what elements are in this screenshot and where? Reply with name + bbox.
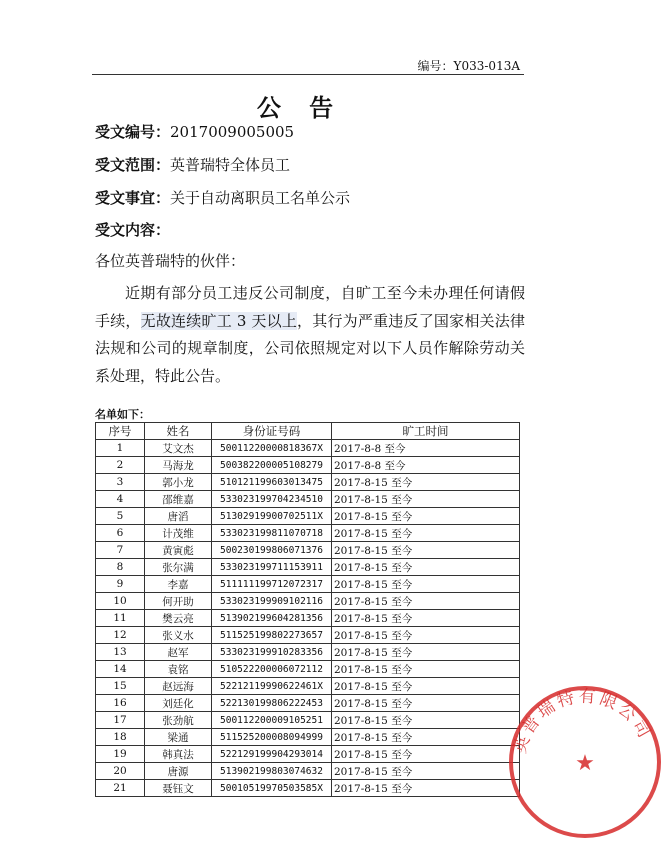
list-title: 名单如下： xyxy=(95,408,150,421)
field-label: 受文事宜： xyxy=(95,189,171,207)
cell-absence: 2017-8-15 至今 xyxy=(332,525,520,542)
cell-no: 5 xyxy=(96,508,145,525)
cell-name: 何开助 xyxy=(145,593,212,610)
cell-id: 500382200005108279 xyxy=(212,457,332,474)
cell-name: 艾文杰 xyxy=(145,440,212,457)
cell-id: 510121199603013475 xyxy=(212,474,332,491)
cell-name: 计茂维 xyxy=(145,525,212,542)
document-number: 编号：Y033-013A xyxy=(417,59,520,73)
cell-name: 张尔满 xyxy=(145,559,212,576)
table-row xyxy=(96,542,520,559)
field-value: 2017009005005 xyxy=(170,123,295,141)
cell-id: 522129199904293014 xyxy=(212,746,332,763)
cell-absence: 2017-8-15 至今 xyxy=(332,610,520,627)
greeting: 各位英普瑞特的伙伴： xyxy=(95,252,246,270)
table-row xyxy=(96,627,520,644)
table-row xyxy=(96,559,520,576)
cell-no: 3 xyxy=(96,474,145,491)
cell-no: 10 xyxy=(96,593,145,610)
cell-absence: 2017-8-15 至今 xyxy=(332,559,520,576)
cell-name: 郭小龙 xyxy=(145,474,212,491)
notice-paragraph xyxy=(95,280,525,390)
cell-absence: 2017-8-15 至今 xyxy=(332,644,520,661)
cell-no: 16 xyxy=(96,695,145,712)
cell-id: 533023199711153911 xyxy=(212,559,332,576)
cell-absence: 2017-8-15 至今 xyxy=(332,474,520,491)
table-row xyxy=(96,780,520,797)
notice-title: 公 告 xyxy=(256,94,344,122)
cell-id: 533023199910283356 xyxy=(212,644,332,661)
cell-id: 50011220000818367X xyxy=(212,440,332,457)
cell-name: 聂钰文 xyxy=(145,780,212,797)
cell-id: 511525199802273657 xyxy=(212,627,332,644)
cell-no: 11 xyxy=(96,610,145,627)
cell-id: 52212119990622461X xyxy=(212,678,332,695)
cell-no: 4 xyxy=(96,491,145,508)
cell-no: 9 xyxy=(96,576,145,593)
cell-absence: 2017-8-15 至今 xyxy=(332,627,520,644)
cell-absence: 2017-8-15 至今 xyxy=(332,780,520,797)
cell-id: 50010519970503585X xyxy=(212,780,332,797)
table-row xyxy=(96,644,520,661)
cell-name: 唐滔 xyxy=(145,508,212,525)
cell-name: 赵远海 xyxy=(145,678,212,695)
header-id: 身份证号码 xyxy=(212,423,332,440)
header-rule xyxy=(92,74,524,75)
field-label: 受文内容： xyxy=(95,221,171,239)
employee-table xyxy=(95,422,520,797)
field-label: 受文范围： xyxy=(95,156,171,174)
table-row xyxy=(96,729,520,746)
cell-absence: 2017-8-15 至今 xyxy=(332,576,520,593)
table-row xyxy=(96,525,520,542)
company-seal-icon xyxy=(505,682,665,842)
table-row xyxy=(96,593,520,610)
table-row xyxy=(96,508,520,525)
para-highlight: 无故连续旷工 3 天以上 xyxy=(140,311,298,330)
field-label: 受文编号： xyxy=(95,123,171,141)
header-absence: 旷工时间 xyxy=(332,423,520,440)
cell-no: 15 xyxy=(96,678,145,695)
cell-name: 张义水 xyxy=(145,627,212,644)
cell-id: 522130199806222453 xyxy=(212,695,332,712)
cell-no: 13 xyxy=(96,644,145,661)
cell-absence: 2017-8-15 至今 xyxy=(332,763,520,780)
table-row xyxy=(96,576,520,593)
cell-absence: 2017-8-15 至今 xyxy=(332,695,520,712)
table-row xyxy=(96,712,520,729)
cell-no: 17 xyxy=(96,712,145,729)
cell-id: 513902199604281356 xyxy=(212,610,332,627)
cell-absence: 2017-8-15 至今 xyxy=(332,746,520,763)
field-subject xyxy=(95,188,350,208)
cell-no: 2 xyxy=(96,457,145,474)
table-row xyxy=(96,763,520,780)
cell-no: 1 xyxy=(96,440,145,457)
cell-absence: 2017-8-15 至今 xyxy=(332,661,520,678)
cell-name: 李嘉 xyxy=(145,576,212,593)
table-header-row xyxy=(96,423,520,440)
cell-no: 12 xyxy=(96,627,145,644)
field-scope xyxy=(95,155,290,175)
cell-id: 533023199811070718 xyxy=(212,525,332,542)
table-row xyxy=(96,661,520,678)
field-value: 英普瑞特全体员工 xyxy=(170,156,291,174)
table-row xyxy=(96,474,520,491)
cell-no: 8 xyxy=(96,559,145,576)
header-no: 序号 xyxy=(96,423,145,440)
cell-name: 黄寅彪 xyxy=(145,542,212,559)
cell-absence: 2017-8-15 至今 xyxy=(332,712,520,729)
cell-id: 513902199803074632 xyxy=(212,763,332,780)
cell-absence: 2017-8-15 至今 xyxy=(332,508,520,525)
cell-absence: 2017-8-15 至今 xyxy=(332,678,520,695)
para-text: 近期有部分员工违反公司制度，自旷工至今未办理任何请假手续， xyxy=(95,284,525,330)
cell-absence: 2017-8-8 至今 xyxy=(332,440,520,457)
cell-no: 20 xyxy=(96,763,145,780)
cell-id: 533023199909102116 xyxy=(212,593,332,610)
cell-name: 邵维嘉 xyxy=(145,491,212,508)
cell-id: 511111199712072317 xyxy=(212,576,332,593)
svg-text:★: ★ xyxy=(575,751,595,776)
table-row xyxy=(96,610,520,627)
cell-name: 唐源 xyxy=(145,763,212,780)
cell-name: 韩真法 xyxy=(145,746,212,763)
cell-absence: 2017-8-15 至今 xyxy=(332,491,520,508)
cell-absence: 2017-8-15 至今 xyxy=(332,729,520,746)
cell-name: 梁通 xyxy=(145,729,212,746)
cell-no: 14 xyxy=(96,661,145,678)
cell-no: 7 xyxy=(96,542,145,559)
cell-name: 刘廷化 xyxy=(145,695,212,712)
table-row xyxy=(96,440,520,457)
cell-id: 500230199806071376 xyxy=(212,542,332,559)
svg-text:英普瑞特有限公司: 英普瑞特有限公司 xyxy=(510,686,656,756)
cell-absence: 2017-8-15 至今 xyxy=(332,542,520,559)
cell-name: 樊云亮 xyxy=(145,610,212,627)
cell-name: 赵军 xyxy=(145,644,212,661)
cell-name: 马海龙 xyxy=(145,457,212,474)
cell-no: 21 xyxy=(96,780,145,797)
cell-name: 张劲航 xyxy=(145,712,212,729)
cell-name: 袁铭 xyxy=(145,661,212,678)
table-row xyxy=(96,457,520,474)
cell-id: 51302919900702511X xyxy=(212,508,332,525)
field-value: 关于自动离职员工名单公示 xyxy=(170,189,351,207)
cell-no: 18 xyxy=(96,729,145,746)
header-name: 姓名 xyxy=(145,423,212,440)
cell-id: 500112200009105251 xyxy=(212,712,332,729)
cell-absence: 2017-8-8 至今 xyxy=(332,457,520,474)
table-row xyxy=(96,695,520,712)
table-row xyxy=(96,678,520,695)
cell-id: 511525200008094999 xyxy=(212,729,332,746)
table-row xyxy=(96,491,520,508)
field-content xyxy=(95,220,170,240)
cell-absence: 2017-8-15 至今 xyxy=(332,593,520,610)
cell-id: 533023199704234510 xyxy=(212,491,332,508)
para-text: ，其行为严重违反了国家相关法律法规和公司的规章制度，公司依照规定对以下人员作解除劳动关系处理，特此公告。 xyxy=(95,311,525,385)
cell-no: 19 xyxy=(96,746,145,763)
cell-no: 6 xyxy=(96,525,145,542)
table-row xyxy=(96,746,520,763)
cell-id: 510522200006072112 xyxy=(212,661,332,678)
field-doc-code xyxy=(95,122,294,142)
